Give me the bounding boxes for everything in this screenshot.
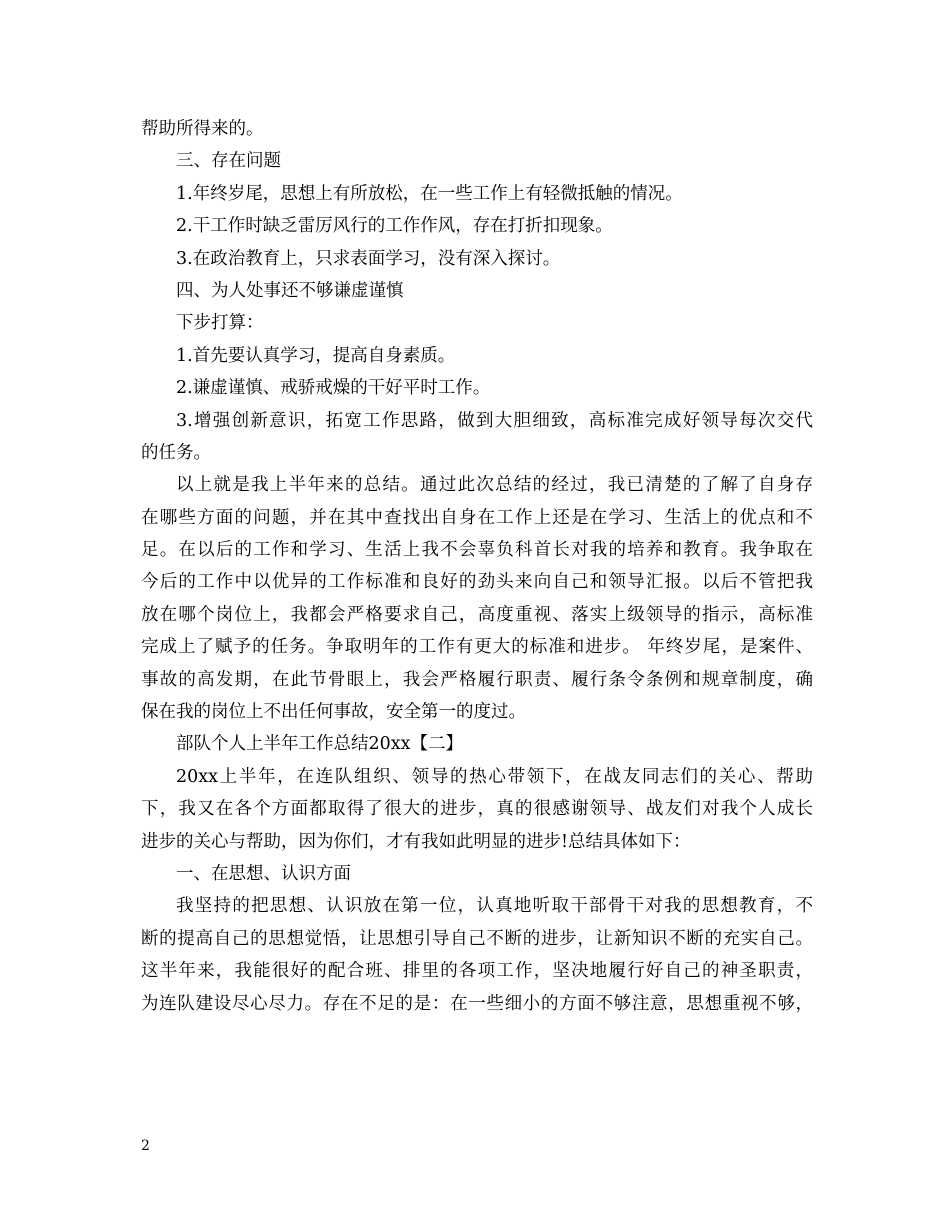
paragraph-line: 今后的工作中以优异的工作标准和良好的劲头来向自己和领导汇报。以后不管把我 (141, 572, 813, 593)
section-heading: 三、存在问题 (176, 151, 281, 172)
paragraph-line: 这半年来，我能很好的配合班、排里的各项工作，坚决地履行好自己的神圣职责， (141, 961, 813, 982)
paragraph-line: 为连队建设尽心尽力。存在不足的是：在一些细小的方面不够注意，思想重视不够， (141, 993, 813, 1014)
text-line: 的任务。 (141, 442, 211, 463)
list-item: 2.谦虚谨慎、戒骄戒燥的干好平时工作。 (176, 378, 491, 399)
list-item: 3.增强创新意识，拓宽工作思路，做到大胆细致，高标准完成好领导每次交代 (176, 410, 813, 431)
list-item: 1.首先要认真学习，提高自身素质。 (176, 345, 456, 366)
paragraph-line: 我坚持的把思想、认识放在第一位，认真地听取干部骨干对我的思想教育，不 (176, 896, 813, 917)
paragraph-line: 下，我又在各个方面都取得了很大的进步，真的很感谢领导、战友们对我个人成长 (141, 799, 813, 820)
document-body (141, 113, 813, 1020)
page-number: 2 (141, 1138, 150, 1154)
paragraph-line: 在哪些方面的问题，并在其中查找出自身在工作上还是在学习、生活上的优点和不 (141, 507, 813, 528)
section-title: 部队个人上半年工作总结20xx【二】 (176, 734, 464, 755)
paragraph-line: 放在哪个岗位上，我都会严格要求自己，高度重视、落实上级领导的指示，高标准 (141, 604, 813, 625)
list-item: 2.干工作时缺乏雷厉风行的工作作风，存在打折扣现象。 (176, 216, 613, 237)
paragraph-line: 进步的关心与帮助，因为你们，才有我如此明显的进步!总结具体如下： (141, 831, 691, 852)
paragraph-line: 以上就是我上半年来的总结。通过此次总结的经过，我已清楚的了解了自身存 (176, 475, 813, 496)
section-heading: 四、为人处事还不够谦虚谨慎 (176, 280, 404, 301)
list-item: 1.年终岁尾，思想上有所放松，在一些工作上有轻微抵触的情况。 (176, 183, 683, 204)
section-heading: 下步打算： (176, 313, 264, 334)
paragraph-line: 保在我的岗位上不出任何事故，安全第一的度过。 (141, 702, 526, 723)
text-line: 帮助所得来的。 (141, 119, 264, 139)
paragraph-line: 完成上了赋予的任务。争取明年的工作有更大的标准和进步。 年终岁尾，是案件、 (141, 637, 813, 658)
paragraph-line: 断的提高自己的思想觉悟，让思想引导自己不断的进步，让新知识不断的充实自己。 (141, 928, 813, 949)
paragraph-line: 事故的高发期，在此节骨眼上，我会严格履行职责、履行条令条例和规章制度，确 (141, 669, 813, 690)
list-item: 3.在政治教育上，只求表面学习，没有深入探讨。 (176, 248, 561, 269)
paragraph-line: 足。在以后的工作和学习、生活上我不会辜负科首长对我的培养和教育。我争取在 (141, 540, 813, 561)
section-heading: 一、在思想、认识方面 (176, 863, 351, 884)
paragraph-line: 20xx上半年，在连队组织、领导的热心带领下，在战友同志们的关心、帮助 (176, 766, 813, 787)
